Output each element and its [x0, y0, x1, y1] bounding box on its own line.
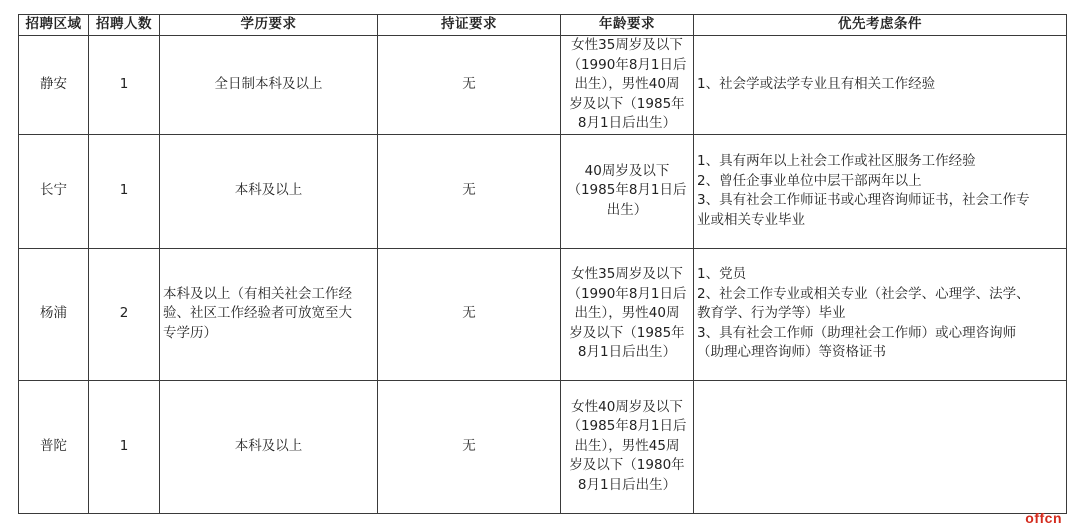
- cell-certificate: 无: [378, 134, 561, 248]
- cell-priority: [694, 380, 1067, 513]
- cell-priority: 1、党员 2、社会工作专业或相关专业（社会学、心理学、法学、 教育学、行为学等）毕业 3、具有社会工作师（助理社会工作师）或心理咨询师 （助理心理咨询师）等资格证书: [694, 248, 1067, 380]
- cell-count: 2: [89, 248, 160, 380]
- cell-education: 本科及以上（有相关社会工作经 验、社区工作经验者可放宽至大 专学历）: [160, 248, 378, 380]
- cell-age: 女性35周岁及以下 （1990年8月1日后 出生），男性40周 岁及以下（1985年 8月1日后出生）: [561, 248, 694, 380]
- header-row: [19, 15, 1067, 36]
- cell-education: 全日制本科及以上: [160, 36, 378, 135]
- offcn-watermark: offcn: [1025, 510, 1062, 526]
- table-row: [19, 134, 1067, 248]
- cell-count: 1: [89, 134, 160, 248]
- header-education: 学历要求: [160, 15, 378, 36]
- recruitment-table: [18, 14, 1067, 514]
- cell-priority: 1、具有两年以上社会工作或社区服务工作经验 2、曾任企事业单位中层干部两年以上 3、具有社会工作师证书或心理咨询师证书，社会工作专 业或相关专业毕业: [694, 134, 1067, 248]
- cell-age: 女性40周岁及以下 （1985年8月1日后 出生），男性45周 岁及以下（1980年 8月1日后出生）: [561, 380, 694, 513]
- cell-certificate: 无: [378, 36, 561, 135]
- cell-age: 40周岁及以下 （1985年8月1日后 出生）: [561, 134, 694, 248]
- header-certificate: 持证要求: [378, 15, 561, 36]
- cell-region: 长宁: [19, 134, 89, 248]
- cell-education: 本科及以上: [160, 380, 378, 513]
- cell-age: 女性35周岁及以下 （1990年8月1日后 出生），男性40周 岁及以下（1985年 8月1日后出生）: [561, 36, 694, 135]
- cell-count: 1: [89, 36, 160, 135]
- cell-certificate: 无: [378, 248, 561, 380]
- table-row: [19, 248, 1067, 380]
- cell-priority: 1、社会学或法学专业且有相关工作经验: [694, 36, 1067, 135]
- header-priority: 优先考虑条件: [694, 15, 1067, 36]
- cell-certificate: 无: [378, 380, 561, 513]
- table-row: [19, 380, 1067, 513]
- cell-count: 1: [89, 380, 160, 513]
- header-region: 招聘区域: [19, 15, 89, 36]
- header-count: 招聘人数: [89, 15, 160, 36]
- table-row: [19, 36, 1067, 135]
- cell-education: 本科及以上: [160, 134, 378, 248]
- cell-region: 普陀: [19, 380, 89, 513]
- cell-region: 杨浦: [19, 248, 89, 380]
- header-age: 年龄要求: [561, 15, 694, 36]
- cell-region: 静安: [19, 36, 89, 135]
